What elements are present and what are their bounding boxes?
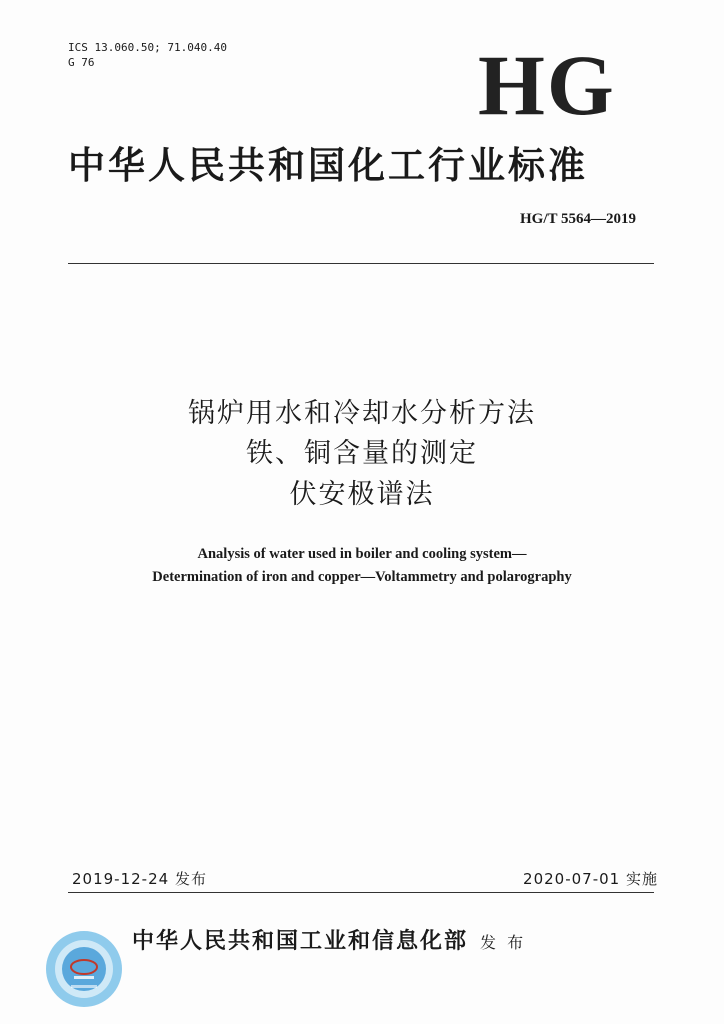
- issuing-authority: [132, 924, 526, 955]
- ics-code: ICS 13.060.50; 71.040.40: [68, 41, 227, 54]
- en-title-line-1: Analysis of water used in boiler and cooling system—: [197, 546, 527, 562]
- issuer-suffix: 发 布: [480, 933, 527, 952]
- top-divider: [68, 263, 654, 264]
- seal-text-bar: [74, 976, 94, 979]
- en-title-line-2: Determination of iron and copper—Voltammetry and polarography: [152, 569, 572, 585]
- zh-title-line-3: 伏安极谱法: [289, 479, 435, 510]
- implementation-date: 2020-07-01 实施: [523, 870, 658, 888]
- issue-date: 2019-12-24 发布: [72, 870, 207, 888]
- anti-counterfeit-seal-icon: [44, 929, 124, 1009]
- hg-logo: HG: [478, 37, 616, 133]
- zh-title-line-1: 锅炉用水和冷却水分析方法: [188, 398, 536, 429]
- issuer-name: 中华人民共和国工业和信息化部: [132, 929, 469, 954]
- standard-number: HG/T 5564—2019: [520, 211, 636, 227]
- standard-category-title: 中华人民共和国化工行业标准: [68, 144, 588, 187]
- seal-text-bar: [71, 985, 97, 988]
- bottom-divider: [68, 892, 654, 893]
- seal-core: [62, 947, 106, 991]
- ccs-code: G 76: [68, 56, 95, 69]
- classification-codes: [68, 40, 227, 70]
- zh-title-line-2: 铁、铜含量的测定: [246, 438, 478, 469]
